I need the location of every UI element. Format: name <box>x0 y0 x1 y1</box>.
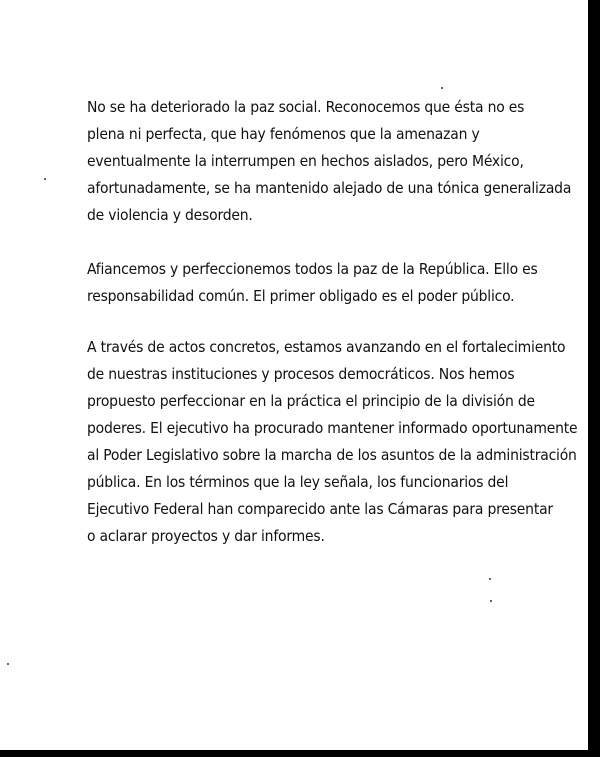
scan-speck <box>489 578 491 580</box>
text-line: Afiancemos y perfeccionemos todos la paz de la República. Ello es <box>87 260 538 278</box>
scan-speck <box>7 663 9 665</box>
scan-border-bottom <box>0 750 600 757</box>
text-line: No se ha deteriorado la paz social. Reconocemos que ésta no es <box>87 98 525 116</box>
text-line: al Poder Legislativo sobre la marcha de los asuntos de la administración <box>87 446 577 464</box>
text-line: A través de actos concretos, estamos avanzando en el fortalecimiento <box>87 338 566 356</box>
text-line: propuesto perfeccionar en la práctica el principio de la división de <box>87 392 535 410</box>
text-line: responsabilidad común. El primer obligado es el poder público. <box>87 287 515 305</box>
text-line: pública. En los términos que la ley señala, los funcionarios del <box>87 473 509 491</box>
scan-border-right <box>588 0 600 757</box>
text-line: poderes. El ejecutivo ha procurado mantener informado oportunamente <box>87 419 578 437</box>
text-line: afortunadamente, se ha mantenido alejado de una tónica generalizada <box>87 179 572 197</box>
paragraph-republic-peace <box>87 256 538 310</box>
text-line: de nuestras instituciones y procesos democráticos. Nos hemos <box>87 365 515 383</box>
paragraph-social-peace <box>87 94 571 229</box>
text-line: de violencia y desorden. <box>87 206 253 224</box>
scan-speck <box>44 178 46 180</box>
scan-speck <box>441 87 443 89</box>
text-line: o aclarar proyectos y dar informes. <box>87 527 325 545</box>
text-line: Ejecutivo Federal han comparecido ante las Cámaras para presentar <box>87 500 553 518</box>
text-line: eventualmente la interrumpen en hechos aislados, pero México, <box>87 152 524 170</box>
text-line: plena ni perfecta, que hay fenómenos que la amenazan y <box>87 125 480 143</box>
scan-speck <box>490 600 492 602</box>
paragraph-institutions <box>87 334 577 550</box>
